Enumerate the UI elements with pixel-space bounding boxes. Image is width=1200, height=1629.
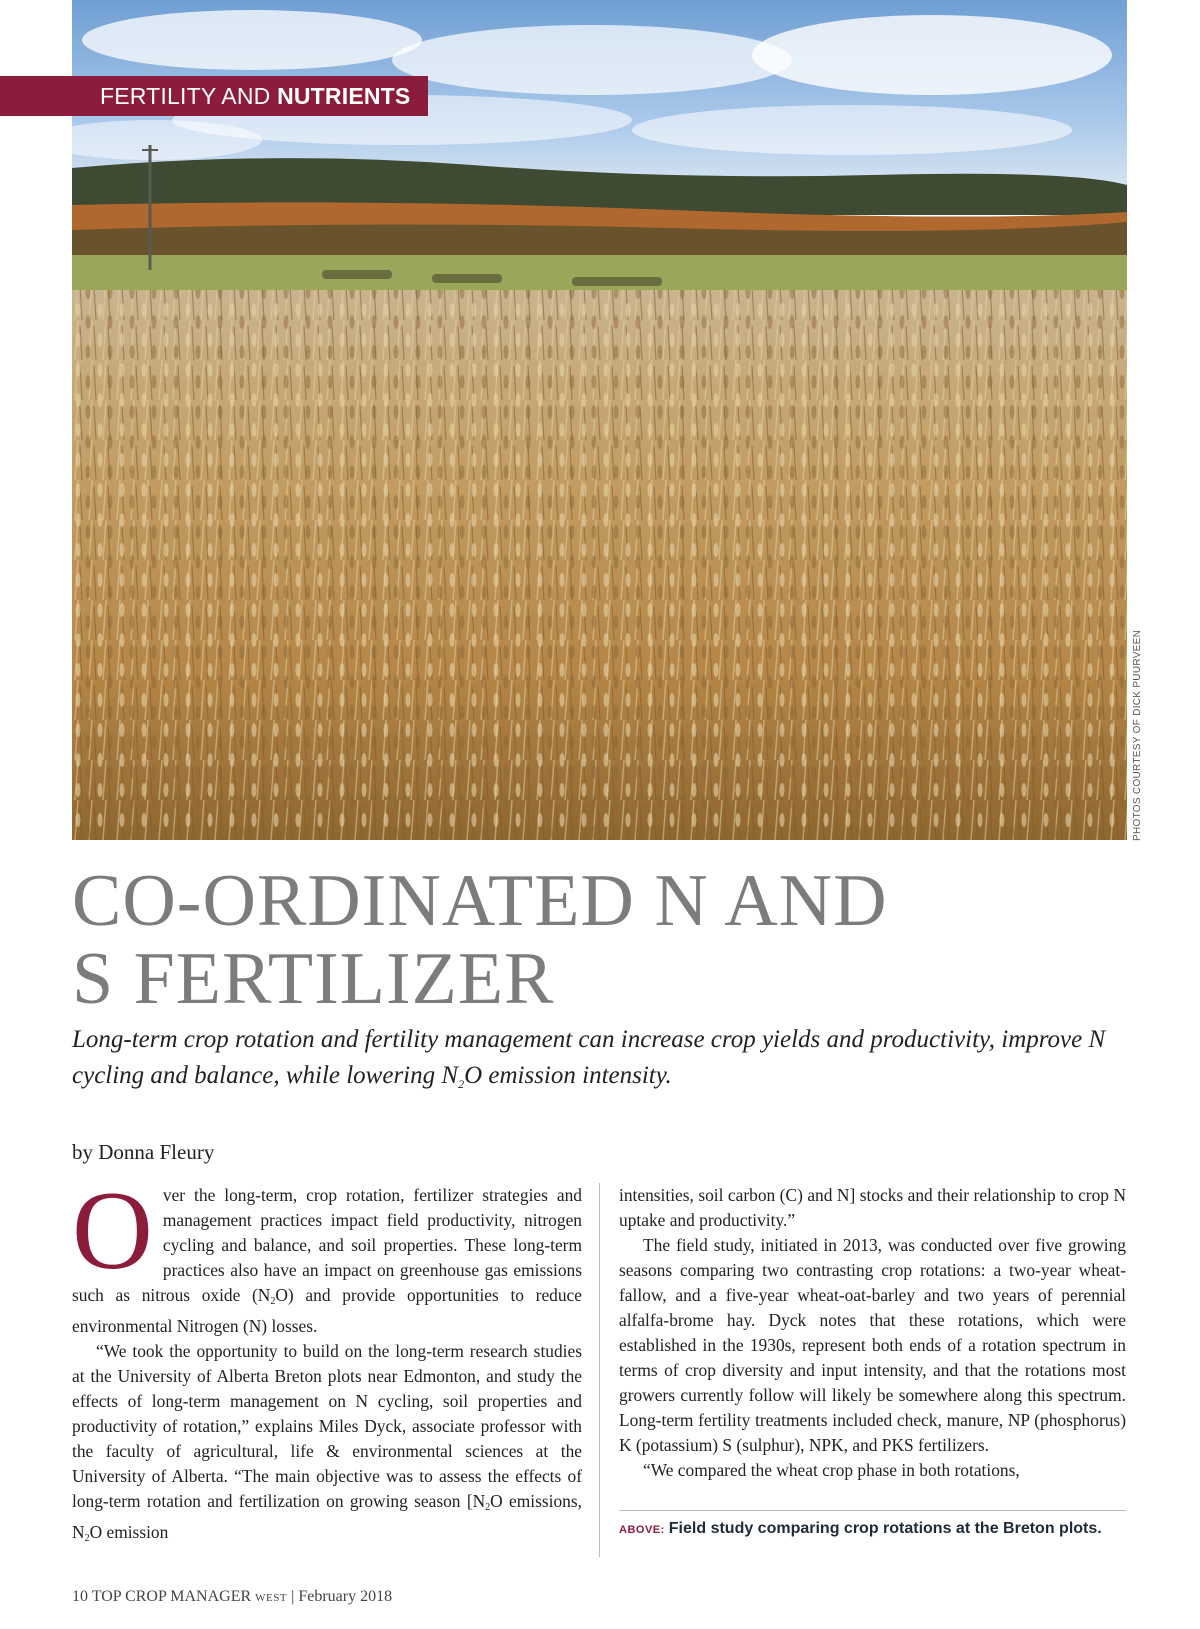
paragraph: The field study, initiated in 2013, was conducted over five growing seasons comparing two contrasting crop rotations: a two-year wheat-fallow, and a five-year wheat-oat-barley and two years of perennial alfalfa-brome hay. Dyck notes that these rotations, which were established in the 1930s, represent both ends of a rotation spectrum in terms of crop diversity and input intensity, and that the rotations most growers currently follow will likely be somewhere along this spectrum. Long-term fertility treatments included check, manure, NP (phosphorus) K (potassium) S (sulphur), NPK, and PKS fertilizers. (619, 1235, 1126, 1455)
column-divider (599, 1183, 600, 1557)
subscript: 2 (270, 1296, 276, 1307)
drop-cap: O (72, 1169, 153, 1293)
body-column-left (72, 1169, 582, 1551)
deck-subscript: 2 (458, 1077, 465, 1091)
caption-text: Field study comparing crop rotations at the Breton plots. (668, 1520, 1102, 1537)
paragraph: intensities, soil carbon (C) and N] stocks and their relationship to crop N uptake and productivity.” (619, 1185, 1126, 1230)
magazine-edition: WEST (255, 1592, 288, 1604)
wheat-field-image (72, 0, 1127, 840)
byline: by Donna Fleury (72, 1140, 215, 1164)
paragraph-text: O) and provide opportunities to reduce environmental Nitrogen (N) losses. (72, 1285, 582, 1336)
page-footer (72, 1588, 392, 1606)
section-label-bold: NUTRIENTS (277, 83, 411, 109)
article-headline (72, 862, 1072, 1018)
headline-line-1: CO-ORDINATED N AND (72, 860, 888, 942)
photo-caption (619, 1520, 1139, 1538)
subscript: 2 (84, 1533, 90, 1544)
paragraph-text: O emission (89, 1522, 169, 1542)
section-label-light: FERTILITY AND (100, 83, 278, 109)
paragraph: “We compared the wheat crop phase in both rotations, (643, 1460, 1020, 1480)
page-number: 10 (72, 1588, 88, 1605)
footer-separator: | (291, 1588, 295, 1605)
paragraph-text: ver the long-term, crop rotation, fertilizer strategies and management practices impact field productivity, nitrogen cycling and balance, and soil properties. These long-term practices also have an impact on greenhouse gas emissions such as nitrous oxide (N (72, 1185, 582, 1305)
section-tag (0, 76, 428, 116)
paragraph (72, 1339, 582, 1551)
deck-text-1: Long-term crop rotation and fertility management can increase crop yields and productivity, improve N cycling and balance, while lowering N (72, 1026, 1106, 1089)
paragraph (72, 1169, 582, 1339)
hero-photo (72, 0, 1127, 840)
caption-divider (619, 1510, 1126, 1511)
photo-credit: PHOTOS COURTESY OF DICK PUURVEEN (1132, 629, 1143, 841)
issue-date: February 2018 (298, 1588, 393, 1605)
caption-lead: ABOVE: (619, 1524, 665, 1536)
paragraph-text: “We took the opportunity to build on the long-term research studies at the University of Alberta Breton plots near Edmonton, and study the effects of long-term management on N cycling, soil properties and productivity of rotation,” explains Miles Dyck, associate professor with the faculty of agricultural, life & environmental sciences at the University of Alberta. “The main objective was to assess the effects of long-term rotation and fertilization on growing season [N (72, 1341, 582, 1511)
subscript: 2 (485, 1502, 491, 1513)
headline-line-2: S FERTILIZER (72, 938, 555, 1020)
body-column-right (619, 1183, 1126, 1483)
magazine-name: TOP CROP MANAGER (91, 1588, 252, 1605)
paragraph-text: O emissions, N (72, 1491, 582, 1542)
article-deck (72, 1022, 1132, 1102)
deck-text-2: O emission intensity. (464, 1062, 672, 1089)
